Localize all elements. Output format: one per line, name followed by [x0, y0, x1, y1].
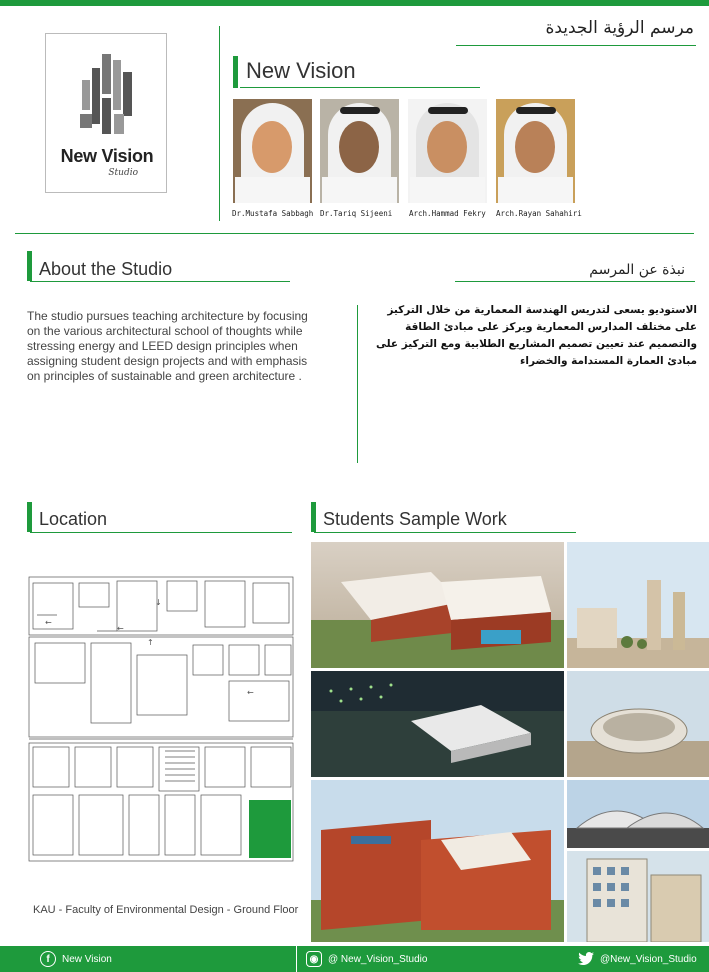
arabic-title-underline — [456, 45, 696, 46]
facebook-icon: f — [40, 951, 56, 967]
sample-render-5 — [311, 780, 564, 942]
footer-separator — [296, 946, 297, 972]
studio-name-title: New Vision — [246, 58, 356, 83]
logo-wordmark: New Vision — [60, 146, 154, 166]
faculty-name-2: Dr.Tariq Sijeeni — [320, 209, 393, 218]
location-marker — [27, 502, 32, 532]
svg-text:↓: ↓ — [155, 598, 162, 607]
samples-marker — [311, 502, 316, 532]
footer-twitter[interactable] — [578, 946, 697, 972]
header-bottom-rule — [15, 233, 694, 234]
facebook-handle: New Vision — [62, 953, 112, 965]
sample-render-7 — [567, 851, 709, 942]
twitter-icon — [578, 951, 594, 967]
samples-title: Students Sample Work — [323, 509, 507, 529]
footer-facebook[interactable] — [40, 946, 112, 972]
location-title-underline — [30, 532, 292, 533]
twitter-handle: @New_Vision_Studio — [600, 953, 697, 965]
top-accent-bar — [0, 0, 709, 6]
about-text-ar: الاستوديو يسعى لتدريس الهندسة المعمارية من خلال التركيز على مختلف المدارس المعمارية ويركز على مبادئ الطاقة والتصميم عند تعيين تصميم المشاريع الطلابية ومع التركيز على مبادئ العمارة المستدامة والخضراء — [375, 304, 697, 367]
studio-name-underline — [240, 87, 480, 88]
section-marker — [233, 56, 238, 88]
instagram-icon: ◉ — [306, 951, 322, 967]
faculty-name-3: Arch.Hammad Fekry — [409, 209, 486, 218]
floor-plan-drawing — [27, 575, 295, 865]
svg-text:←: ← — [45, 618, 52, 627]
sample-render-3 — [311, 671, 564, 777]
location-caption: KAU - Faculty of Environmental Design - Ground Floor — [33, 904, 299, 916]
about-divider — [357, 305, 358, 463]
svg-text:↑: ↑ — [147, 638, 154, 647]
faculty-photo-1 — [233, 99, 312, 203]
faculty-photo-3 — [408, 99, 487, 203]
samples-title-underline — [314, 532, 576, 533]
floor-plan-icon — [27, 575, 295, 865]
logo-mark-icon — [78, 50, 136, 140]
about-title-en: About the Studio — [39, 259, 173, 279]
studio-logo — [45, 33, 167, 193]
about-title-ar-underline — [455, 281, 695, 282]
sample-render-1 — [311, 542, 564, 668]
sample-render-2 — [567, 542, 709, 668]
svg-text:←: ← — [117, 624, 124, 633]
footer-instagram[interactable] — [306, 946, 427, 972]
sample-render-6 — [567, 780, 709, 848]
logo-subtitle: Studio — [108, 168, 138, 178]
faculty-name-1: Dr.Mustafa Sabbagh — [232, 209, 314, 218]
about-marker — [27, 251, 32, 281]
faculty-photo-2 — [320, 99, 399, 203]
location-title: Location — [39, 509, 108, 529]
svg-text:←: ← — [247, 688, 254, 697]
header-divider — [219, 26, 220, 221]
arabic-title: مرسم الرؤية الجديدة — [545, 18, 694, 38]
sample-render-4 — [567, 671, 709, 777]
faculty-name-4: Arch.Rayan Sahahiri — [496, 209, 582, 218]
instagram-handle: @ New_Vision_Studio — [328, 953, 428, 965]
faculty-photo-4 — [496, 99, 575, 203]
about-text-en: The studio pursues teaching architecture by focusing on the various architectural school of thoughts while stressing energy and LEED design principles when assigning student design projects and with emphasis on principles of sustainable and green architecture . — [27, 309, 308, 383]
about-title-ar: نبذة عن المرسم — [589, 262, 685, 278]
about-title-underline — [30, 281, 290, 282]
footer-bar — [0, 946, 709, 972]
